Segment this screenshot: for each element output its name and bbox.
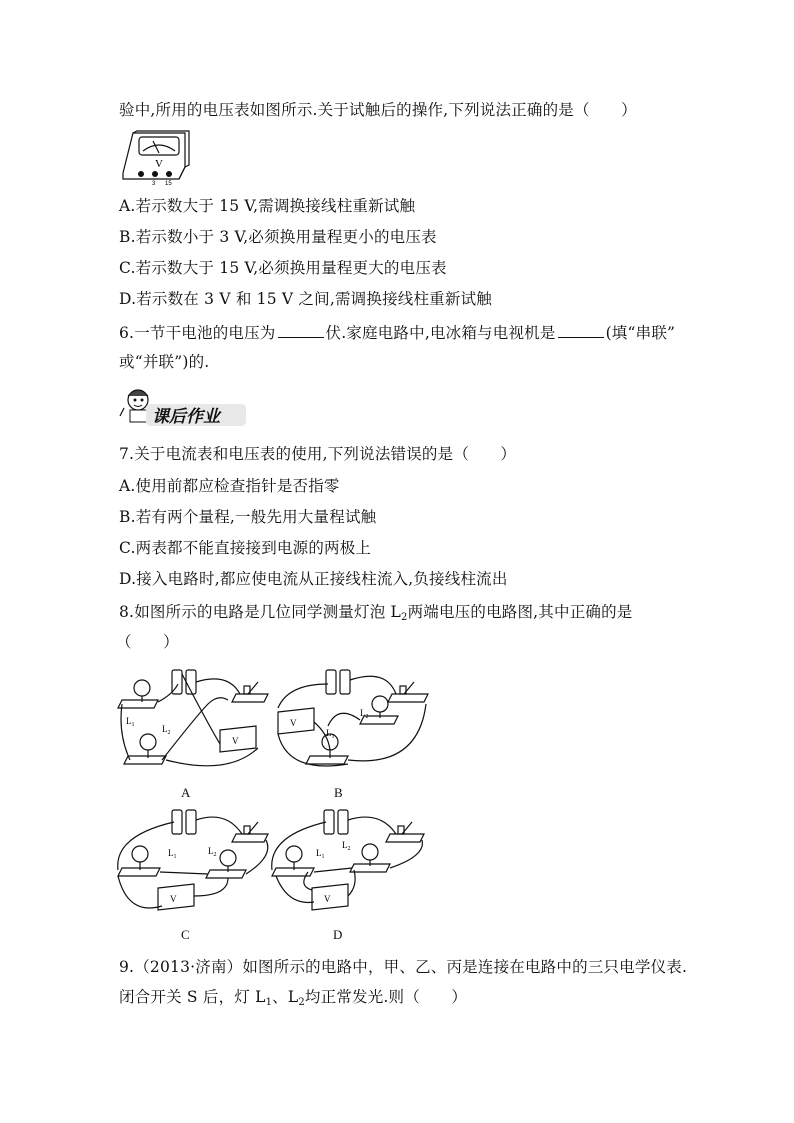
q8-stem: 8.如图所示的电路是几位同学测量灯泡 $L_2$两端电压的电路图,其中正确的是	[119, 603, 633, 623]
svg-text:L2: $L_2$	[342, 840, 351, 852]
q5-option-a: A.若示数大于 15 V,需调换接线柱重新试触	[119, 197, 416, 215]
q5-option-d: D.若示数在 3 V 和 15 V 之间,需调换接线柱重新试触	[119, 290, 492, 308]
q6-line1: 6.一节干电池的电压为 伏.家庭电路中,电冰箱与电视机是 (填“串联”	[119, 324, 676, 342]
svg-text:15: 15	[165, 181, 172, 187]
circuit-figure-a	[118, 664, 283, 779]
q9-line1: 9.（2013·济南）如图所示的电路中，甲、乙、丙是连接在电路中的三只电学仪表.	[119, 958, 688, 976]
svg-text:V: V	[324, 894, 331, 904]
circuit-figure-b	[268, 664, 448, 779]
svg-text:3: 3	[152, 181, 156, 187]
q8-paren: （ ）	[116, 633, 179, 651]
svg-text:V: V	[170, 894, 177, 904]
q6-line2: 或“并联”)的.	[119, 353, 210, 371]
svg-text:V: V	[232, 736, 239, 746]
voltmeter-symbol: V	[155, 158, 163, 170]
svg-text:L2: $L_2$	[162, 724, 171, 736]
circuit-figure-c	[118, 806, 283, 924]
figure-label-b: B	[334, 785, 343, 800]
q7-option-d: D.接入电路时,都应使电流从正接线柱流入,负接线柱流出	[119, 570, 508, 588]
svg-text:L2: $L_2$	[360, 708, 369, 720]
q5-option-b: B.若示数小于 3 V,必须换用量程更小的电压表	[119, 228, 437, 246]
q7-stem: 7.关于电流表和电压表的使用,下列说法错误的是（ ）	[119, 445, 517, 463]
svg-text:L1: $L_1$	[316, 848, 325, 860]
q5-option-c: C.若示数大于 15 V,必须换用量程更大的电压表	[119, 259, 447, 277]
section-banner-text: 课后作业	[152, 407, 220, 427]
svg-text:L2: $L_2$	[208, 846, 217, 858]
figure-label-d: D	[333, 927, 343, 942]
voltmeter-figure	[119, 127, 191, 189]
answer-blank	[558, 322, 604, 338]
figure-label-c: C	[181, 927, 190, 942]
q5-stem: 验中,所用的电压表如图所示.关于试触后的操作,下列说法正确的是（ ）	[119, 101, 637, 119]
svg-text:L1: $L_1$	[168, 848, 177, 860]
q9-line2: 闭合开关 S 后，灯 $L_1$、$L_2$均正常发光.则（ ）	[119, 988, 468, 1008]
svg-text:L1: $L_1$	[126, 716, 135, 728]
q7-option-b: B.若有两个量程,一般先用大量程试触	[119, 508, 377, 526]
figure-label-a: A	[181, 785, 191, 800]
svg-text:V: V	[290, 718, 297, 728]
svg-text:L1: $L_1$	[326, 728, 335, 740]
q7-option-a: A.使用前都应检查指针是否指零	[119, 477, 340, 495]
answer-blank	[278, 322, 324, 338]
q7-option-c: C.两表都不能直接接到电源的两极上	[119, 539, 372, 557]
circuit-figure-d	[268, 806, 438, 924]
section-banner	[118, 382, 258, 428]
